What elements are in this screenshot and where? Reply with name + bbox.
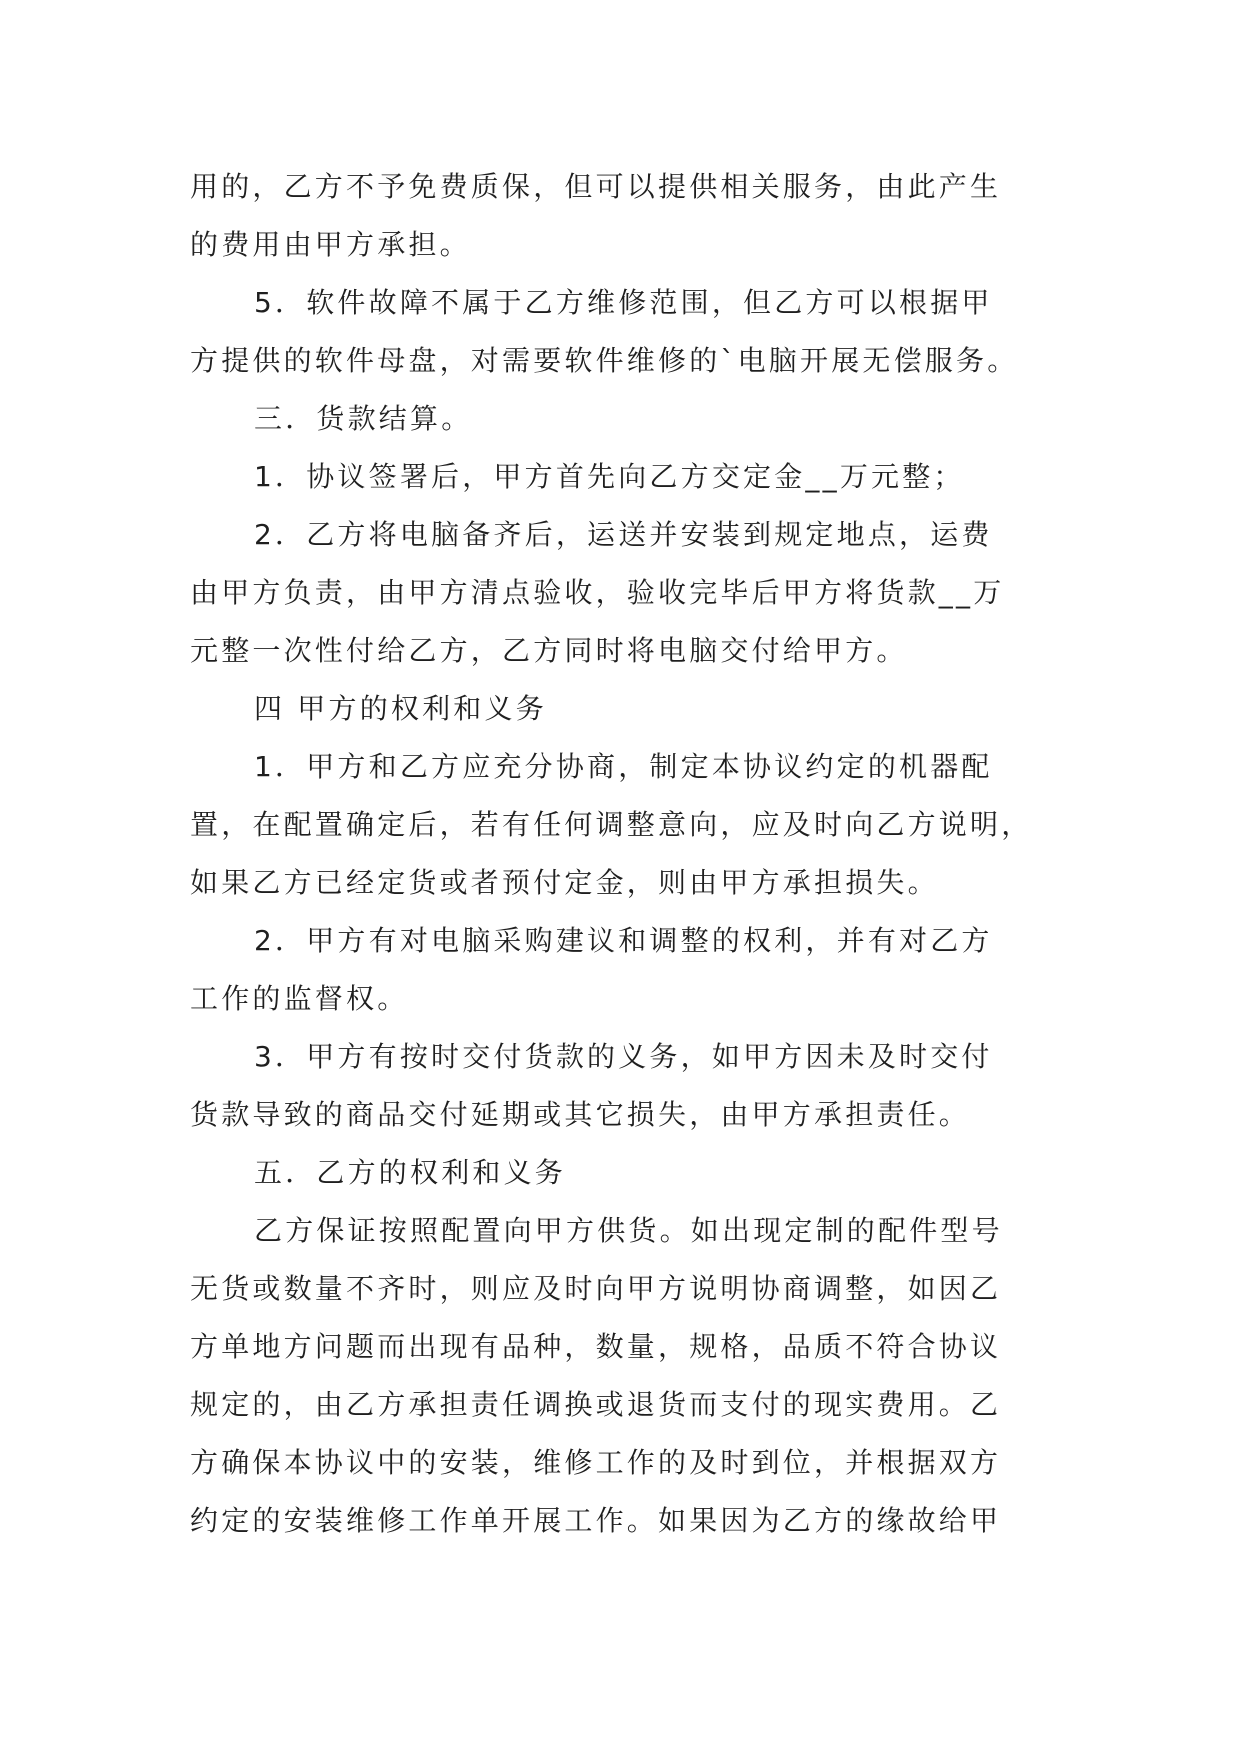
text-line: 1．协议签署后，甲方首先向乙方交定金__万元整； <box>254 460 965 493</box>
section-heading: 三．货款结算。 <box>254 402 473 435</box>
text-line: 工作的监督权。 <box>190 982 409 1015</box>
text-line: 3．甲方有按时交付货款的义务，如甲方因未及时交付 <box>254 1040 993 1073</box>
text-line: 方确保本协议中的安装，维修工作的及时到位，并根据双方 <box>190 1446 1002 1479</box>
text-line: 约定的安装维修工作单开展工作。如果因为乙方的缘故给甲 <box>190 1504 1002 1537</box>
text-line: 乙方保证按照配置向甲方供货。如出现定制的配件型号 <box>254 1214 1003 1247</box>
section-heading: 五．乙方的权利和义务 <box>254 1156 567 1189</box>
text-line: 2．乙方将电脑备齐后，运送并安装到规定地点，运费 <box>254 518 993 551</box>
text-line: 用的，乙方不予免费质保，但可以提供相关服务，由此产生 <box>190 170 1002 203</box>
text-line: 2．甲方有对电脑采购建议和调整的权利，并有对乙方 <box>254 924 993 957</box>
text-line: 方提供的软件母盘，对需要软件维修的`电脑开展无偿服务。 <box>190 344 1019 377</box>
text-line: 的费用由甲方承担。 <box>190 228 471 261</box>
section-heading: 四 甲方的权利和义务 <box>254 692 547 725</box>
document-body <box>190 158 1050 1550</box>
text-line: 货款导致的商品交付延期或其它损失，由甲方承担责任。 <box>190 1098 971 1131</box>
text-line: 1．甲方和乙方应充分协商，制定本协议约定的机器配 <box>254 750 993 783</box>
text-line: 元整一次性付给乙方，乙方同时将电脑交付给甲方。 <box>190 634 908 667</box>
text-line: 5．软件故障不属于乙方维修范围，但乙方可以根据甲 <box>254 286 993 319</box>
text-line: 无货或数量不齐时，则应及时向甲方说明协商调整，如因乙 <box>190 1272 1002 1305</box>
text-line: 方单地方问题而出现有品种，数量，规格，品质不符合协议 <box>190 1330 1002 1363</box>
text-line: 由甲方负责，由甲方清点验收，验收完毕后甲方将货款__万 <box>190 576 1005 609</box>
text-line: 规定的，由乙方承担责任调换或退货而支付的现实费用。乙 <box>190 1388 1002 1421</box>
text-line: 置，在配置确定后，若有任何调整意向，应及时向乙方说明， <box>190 808 1033 841</box>
text-line: 如果乙方已经定货或者预付定金，则由甲方承担损失。 <box>190 866 939 899</box>
